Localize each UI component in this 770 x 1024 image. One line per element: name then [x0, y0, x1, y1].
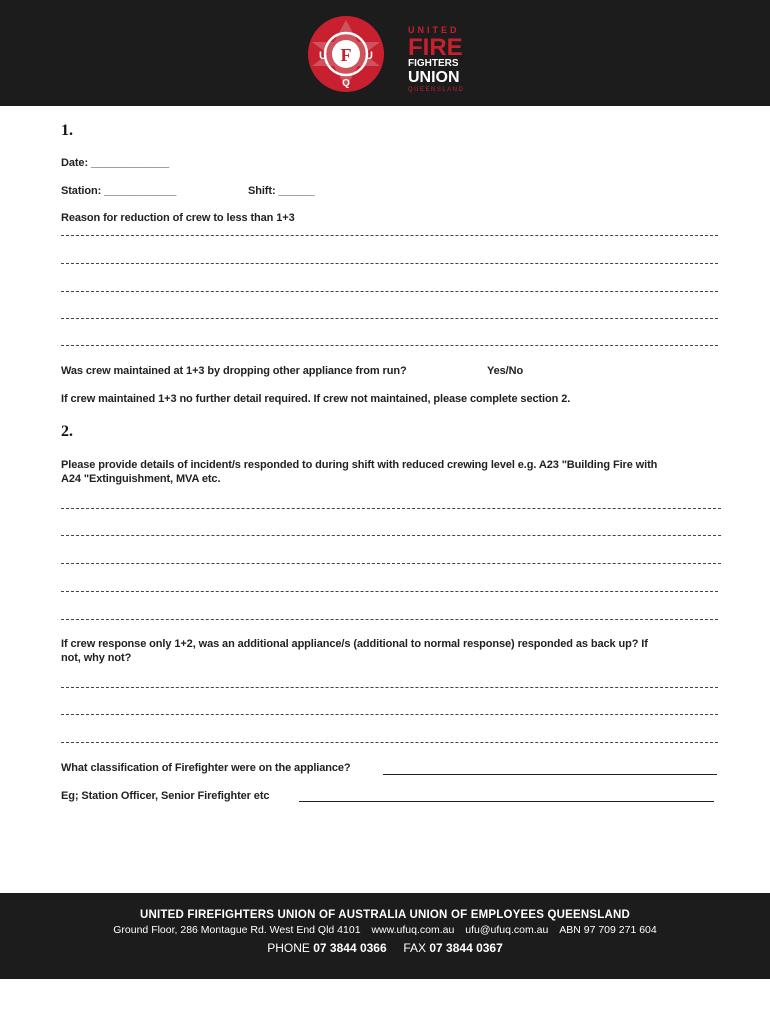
ufu-logo [306, 14, 478, 94]
brand-united: UNITED [408, 25, 460, 35]
example-label: Eg; Station Officer, Senior Firefighter etc [61, 790, 270, 802]
footer-website[interactable]: www.ufuq.com.au [371, 924, 455, 936]
reason-line-5[interactable] [61, 345, 718, 346]
brand-union: UNION [408, 69, 460, 86]
reason-line-4[interactable] [61, 318, 718, 319]
reason-line-2[interactable] [61, 263, 718, 264]
backup-line-2[interactable] [61, 714, 718, 715]
section-1-instruction: If crew maintained 1+3 no further detail required. If crew not maintained, please complete section 2. [61, 393, 571, 405]
maltese-cross-icon [308, 16, 384, 92]
fax-label: FAX [403, 941, 427, 955]
station-field[interactable]: Station: ____________ [61, 185, 177, 197]
footer-org-name: UNITED FIREFIGHTERS UNION OF AUSTRALIA UNION OF EMPLOYEES QUEENSLAND [139, 909, 630, 921]
section-1-number: 1. [61, 122, 73, 139]
letterhead-banner [0, 0, 770, 106]
logo-letter-right: U [365, 50, 373, 62]
logo-letter-bottom: Q [342, 78, 350, 89]
reason-label: Reason for reduction of crew to less than 1+3 [61, 212, 295, 224]
backup-line-1[interactable] [61, 687, 718, 688]
footer-address: Ground Floor, 286 Montague Rd. West End Qld 4101 [113, 924, 361, 936]
date-field[interactable]: Date: _____________ [61, 157, 170, 169]
fax-number: 07 3844 0367 [429, 941, 503, 955]
brand-queensland: QUEENSLAND [408, 87, 465, 93]
reason-line-3[interactable] [61, 291, 718, 292]
incident-line-5[interactable] [61, 619, 718, 620]
incident-details-label-2: A24 "Extinguishment, MVA etc. [61, 473, 221, 485]
example-field[interactable] [299, 801, 714, 802]
backup-question-1: If crew response only 1+2, was an additional appliance/s (additional to normal response) responded as back up? If [61, 638, 648, 650]
classification-field[interactable] [383, 774, 717, 775]
incident-line-2[interactable] [61, 535, 721, 536]
phone-number: 07 3844 0366 [313, 941, 387, 955]
backup-line-3[interactable] [61, 742, 718, 743]
logo-letter-left: U [319, 50, 327, 62]
reason-line-1[interactable] [61, 235, 718, 236]
logo-letter-center: F [340, 45, 352, 65]
letterhead-footer [0, 893, 770, 979]
incident-details-label-1: Please provide details of incident/s responded to during shift with reduced crewing level e.g. A23 "Building Fire with [61, 459, 658, 471]
yes-no-answer[interactable]: Yes/No [487, 365, 524, 377]
incident-line-3[interactable] [61, 563, 721, 564]
classification-label: What classification of Firefighter were on the appliance? [61, 762, 351, 774]
incident-line-1[interactable] [61, 508, 721, 509]
brand-fire: FIRE [408, 34, 463, 61]
section-2-number: 2. [61, 423, 73, 440]
incident-line-4[interactable] [61, 591, 718, 592]
shift-field[interactable]: Shift: ______ [248, 185, 315, 197]
footer-contact-line [0, 924, 770, 936]
brand-fighters: FIGHTERS [408, 58, 459, 69]
footer-phone-fax [0, 941, 770, 955]
crew-maintained-question: Was crew maintained at 1+3 by dropping other appliance from run? [61, 365, 407, 377]
footer-abn: ABN 97 709 271 604 [559, 924, 657, 936]
backup-question-2: not, why not? [61, 652, 132, 664]
footer-email[interactable]: ufu@ufuq.com.au [465, 924, 549, 936]
phone-label: PHONE [267, 941, 310, 955]
